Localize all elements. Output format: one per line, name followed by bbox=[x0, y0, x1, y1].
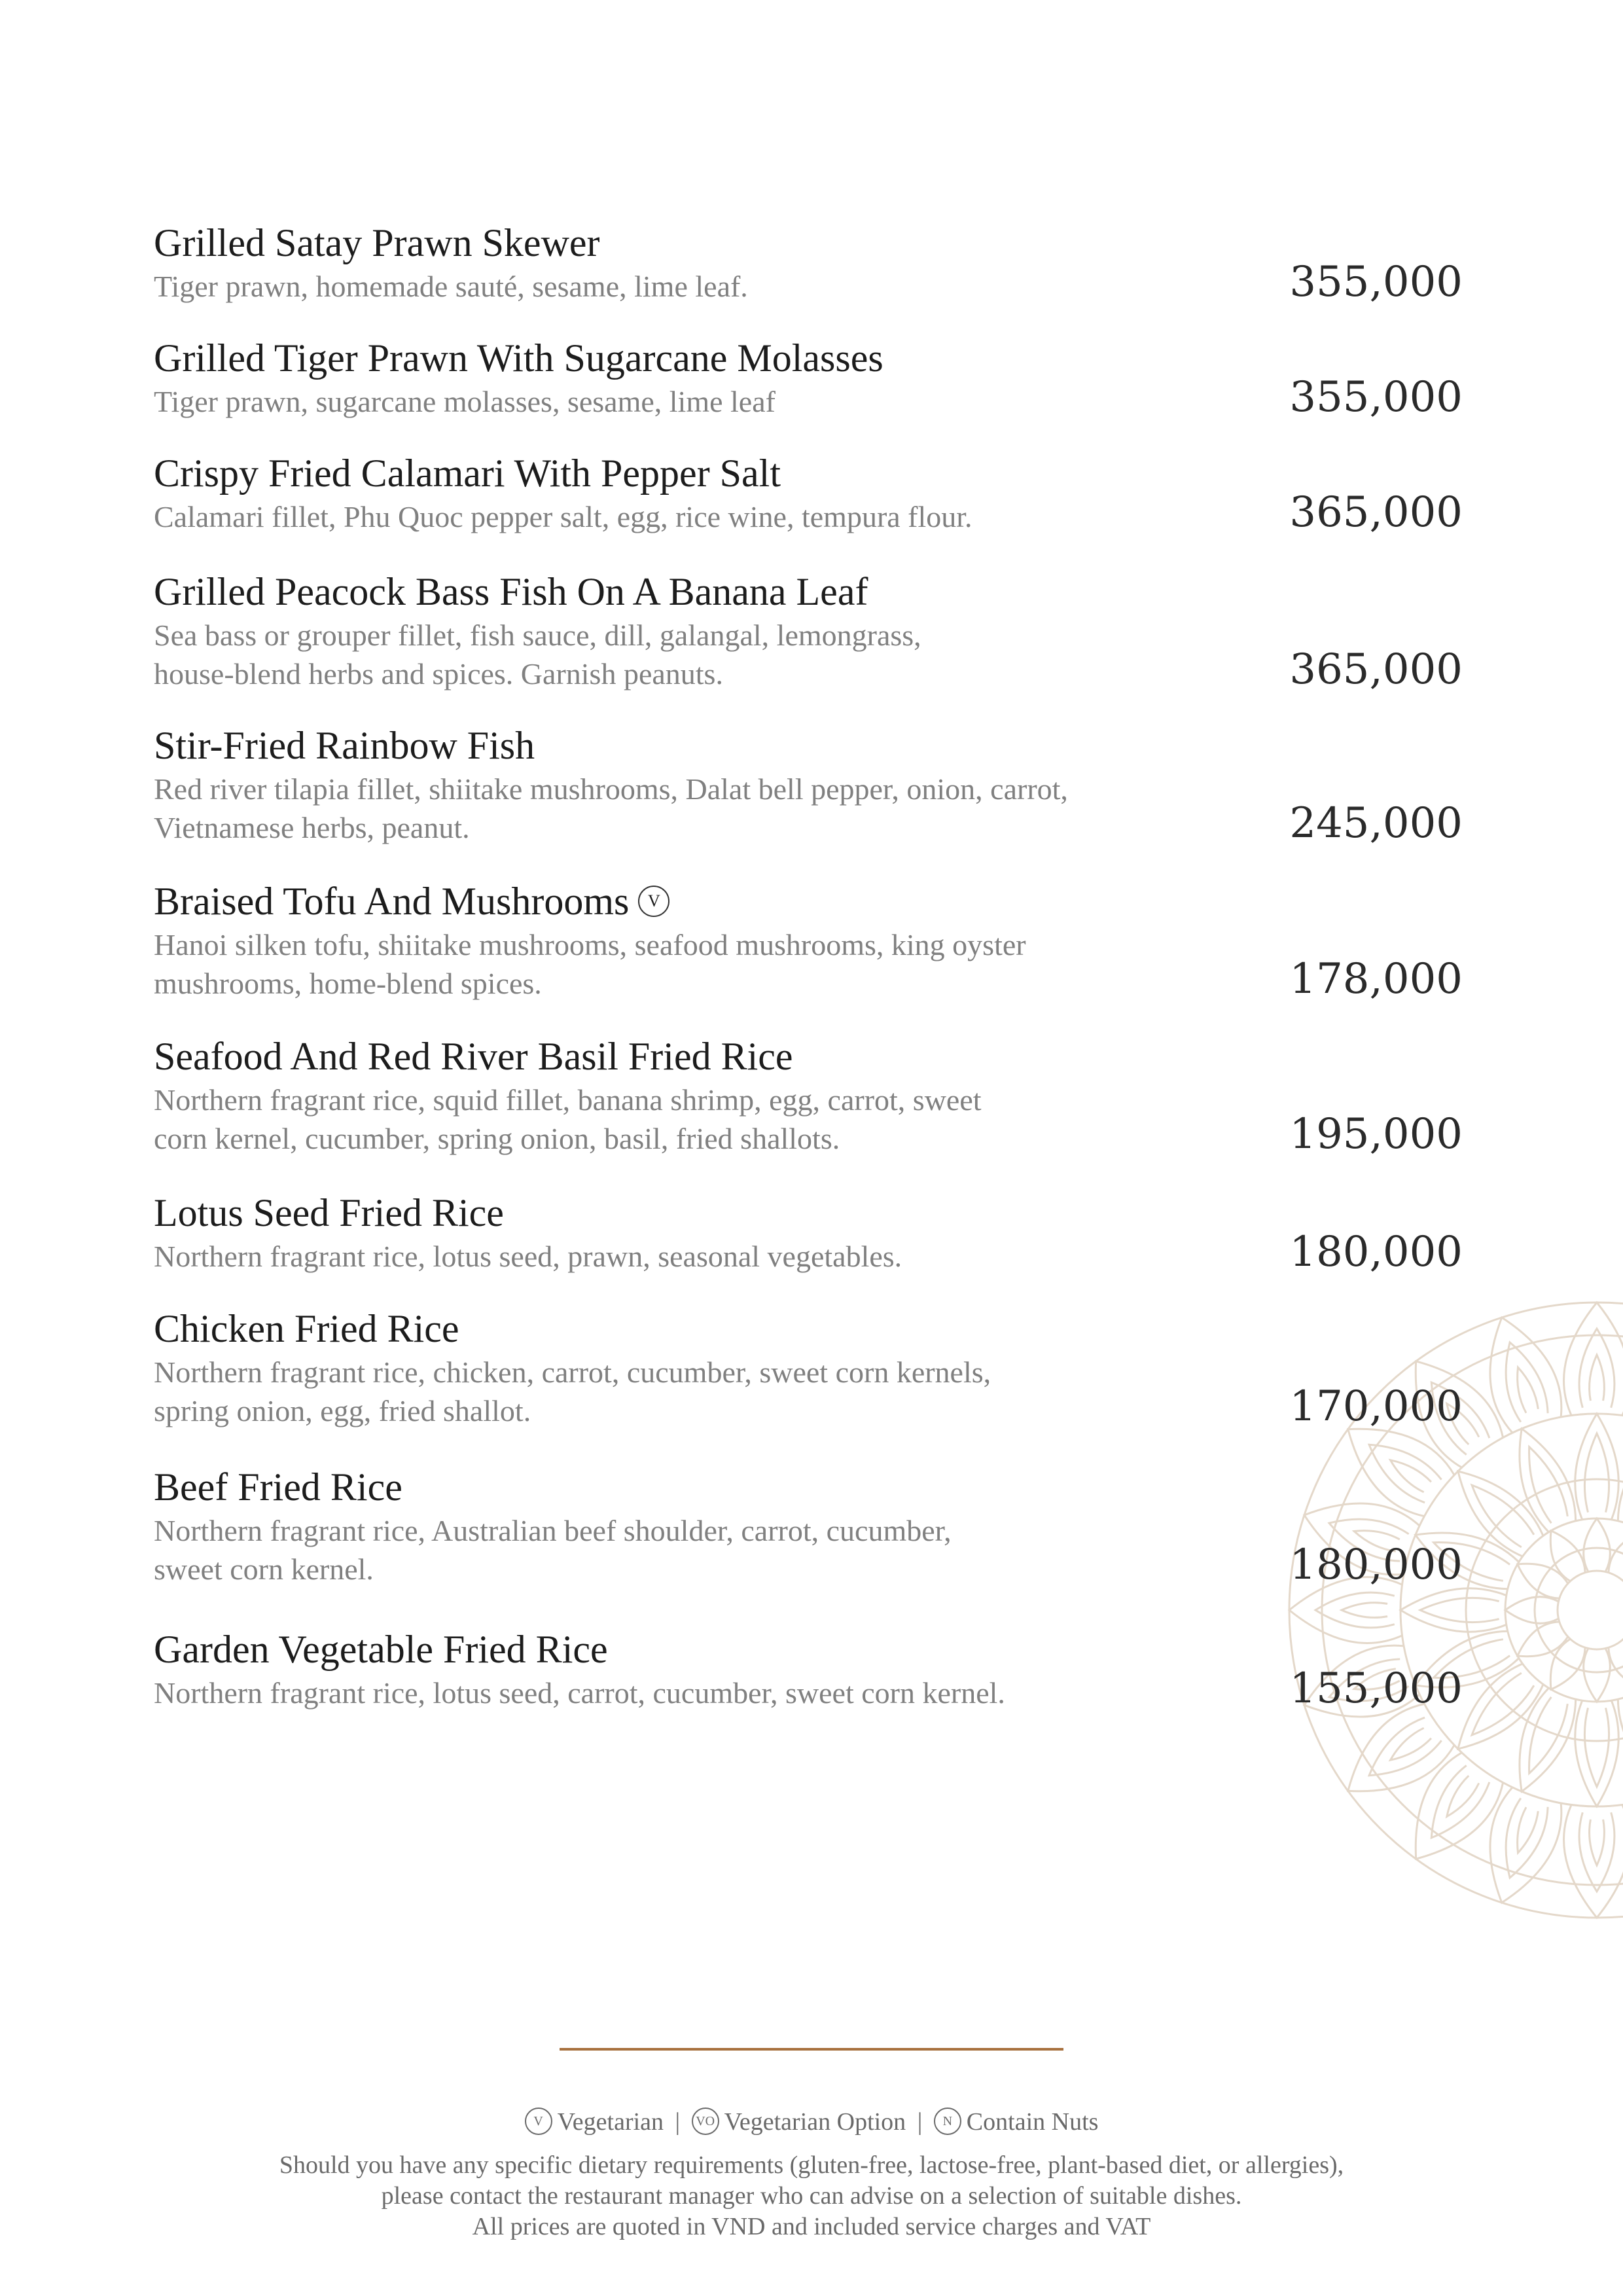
dish-name: Garden Vegetable Fried Rice bbox=[154, 1628, 608, 1671]
dish-price: 180,000 bbox=[1289, 1228, 1463, 1276]
footer-divider bbox=[560, 2048, 1063, 2051]
dish-description-line2: Vietnamese herbs, peanut. bbox=[154, 811, 470, 844]
dish-description-line2: house-blend herbs and spices. Garnish peanuts. bbox=[154, 657, 723, 691]
menu-item bbox=[154, 1463, 1463, 1588]
menu-item bbox=[154, 1626, 1463, 1712]
dietary-legend bbox=[0, 2104, 1623, 2140]
vegetarian-legend-label: Vegetarian bbox=[557, 2108, 664, 2136]
dish-price: 155,000 bbox=[1289, 1664, 1463, 1713]
dish-description-line2: corn kernel, cucumber, spring onion, basil, fried shallots. bbox=[154, 1122, 840, 1155]
dietary-note-line: Should you have any specific dietary requirements (gluten-free, lactose-free, plant-based diet, or allergies), bbox=[279, 2151, 1344, 2179]
menu-item bbox=[154, 878, 1463, 1002]
dish-price: 355,000 bbox=[1289, 258, 1463, 306]
vegetarian-option-legend-icon: VO bbox=[692, 2108, 719, 2135]
dish-description-line2: mushrooms, home-blend spices. bbox=[154, 967, 542, 1000]
dish-description: Northern fragrant rice, Australian beef shoulder, carrot, cucumber, bbox=[154, 1514, 952, 1547]
vegetarian-legend-icon: V bbox=[525, 2108, 552, 2135]
dish-name: Grilled Tiger Prawn With Sugarcane Molasses bbox=[154, 336, 883, 380]
dish-description: Tiger prawn, homemade sauté, sesame, lime leaf. bbox=[154, 270, 748, 303]
dish-description: Northern fragrant rice, squid fillet, banana shrimp, egg, carrot, sweet bbox=[154, 1083, 982, 1117]
dish-name: Lotus Seed Fried Rice bbox=[154, 1191, 504, 1234]
dish-name: Seafood And Red River Basil Fried Rice bbox=[154, 1035, 793, 1078]
dish-name: Beef Fried Rice bbox=[154, 1465, 402, 1509]
dish-description-line2: sweet corn kernel. bbox=[154, 1552, 374, 1586]
menu-item bbox=[154, 450, 1463, 535]
dish-price: 180,000 bbox=[1289, 1541, 1463, 1589]
dish-description: Northern fragrant rice, chicken, carrot, cucumber, sweet corn kernels, bbox=[154, 1355, 991, 1389]
pricing-note-line: All prices are quoted in VND and included service charges and VAT bbox=[472, 2213, 1151, 2240]
dish-name: Stir-Fried Rainbow Fish bbox=[154, 724, 535, 767]
dish-name: Braised Tofu And Mushrooms bbox=[154, 880, 630, 923]
dish-name-row bbox=[154, 878, 1463, 925]
dish-description: Tiger prawn, sugarcane molasses, sesame, lime leaf bbox=[154, 385, 776, 418]
dish-description: Calamari fillet, Phu Quoc pepper salt, egg, rice wine, tempura flour. bbox=[154, 500, 972, 533]
vegetarian-option-legend-label: Vegetarian Option bbox=[724, 2108, 906, 2136]
nuts-legend-icon: N bbox=[934, 2108, 961, 2135]
dish-price: 178,000 bbox=[1289, 955, 1463, 1003]
menu-item bbox=[154, 1033, 1463, 1157]
legend-separator: | bbox=[675, 2108, 681, 2136]
dietary-note bbox=[0, 2150, 1623, 2242]
dish-price: 170,000 bbox=[1289, 1382, 1463, 1431]
dish-description: Hanoi silken tofu, shiitake mushrooms, seafood mushrooms, king oyster bbox=[154, 928, 1026, 961]
menu-item bbox=[154, 1305, 1463, 1429]
dish-name: Grilled Peacock Bass Fish On A Banana Leaf bbox=[154, 570, 868, 613]
dish-price: 195,000 bbox=[1289, 1110, 1463, 1158]
vegetarian-badge-icon: V bbox=[638, 886, 669, 917]
menu-item bbox=[154, 568, 1463, 692]
menu-item bbox=[154, 219, 1463, 305]
dish-description-line2: spring onion, egg, fried shallot. bbox=[154, 1394, 531, 1427]
menu-item bbox=[154, 722, 1463, 846]
dish-name: Grilled Satay Prawn Skewer bbox=[154, 221, 600, 264]
dish-price: 365,000 bbox=[1289, 645, 1463, 694]
dish-price: 245,000 bbox=[1289, 799, 1463, 848]
legend-separator: | bbox=[917, 2108, 923, 2136]
dish-price: 355,000 bbox=[1289, 373, 1463, 422]
menu-item bbox=[154, 334, 1463, 420]
nuts-legend-label: Contain Nuts bbox=[966, 2108, 1099, 2136]
dish-description: Red river tilapia fillet, shiitake mushrooms, Dalat bell pepper, onion, carrot, bbox=[154, 772, 1068, 806]
dish-description: Sea bass or grouper fillet, fish sauce, dill, galangal, lemongrass, bbox=[154, 619, 921, 652]
dish-name: Crispy Fried Calamari With Pepper Salt bbox=[154, 452, 781, 495]
menu-item bbox=[154, 1189, 1463, 1275]
dish-description: Northern fragrant rice, lotus seed, prawn, seasonal vegetables. bbox=[154, 1240, 902, 1273]
dish-description: Northern fragrant rice, lotus seed, carrot, cucumber, sweet corn kernel. bbox=[154, 1676, 1005, 1710]
dietary-note-line: please contact the restaurant manager who can advise on a selection of suitable dishes. bbox=[381, 2182, 1242, 2210]
dish-name: Chicken Fried Rice bbox=[154, 1307, 459, 1350]
dish-price: 365,000 bbox=[1289, 488, 1463, 537]
